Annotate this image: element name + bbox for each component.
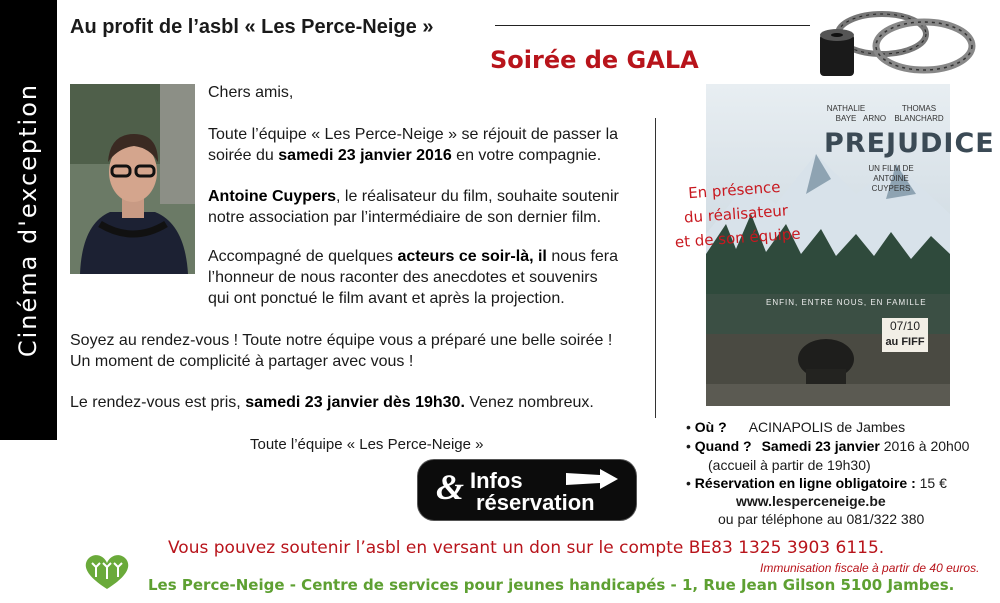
gala-heading: Soirée de GALA <box>490 46 699 74</box>
info-welcome: (accueil à partir de 19h30) <box>708 457 871 473</box>
footer-organization: Les Perce-Neige - Centre de services pour jeunes handicapés - 1, Rue Jean Gilson 5100 Jambes. <box>148 576 955 594</box>
poster-actor-3: THOMAS BLANCHARD <box>894 104 944 123</box>
donation-text: Vous pouvez soutenir l’asbl en versant un don sur le compte BE83 1325 3903 6115. <box>168 538 885 558</box>
info-where: • Où ? ACINAPOLIS de Jambes <box>686 419 906 435</box>
header-divider <box>495 25 810 26</box>
poster-actor-1: NATHALIE BAYE <box>826 104 866 123</box>
column-divider <box>655 118 656 418</box>
letter-paragraph-2: Antoine Cuypers, le réalisateur du film, souhaite soutenir notre association par l’intermédiaire de son dernier film. <box>208 188 619 226</box>
poster-tagline: ENFIN, ENTRE NOUS, EN FAMILLE <box>766 298 927 307</box>
film-reel-icon <box>812 2 992 94</box>
infos-reservation-button[interactable] <box>418 460 636 520</box>
presence-stamp: En présence du réalisateur et de son équipe <box>674 177 802 252</box>
sidebar-label: Cinéma d'exception <box>14 82 42 358</box>
fiscal-note: Immunisation fiscale à partir de 40 euros. <box>760 561 980 575</box>
poster-credit: UN FILM DE ANTOINE CUYPERS <box>868 164 914 193</box>
arrow-right-icon <box>566 469 618 489</box>
info-phone: ou par téléphone au 081/322 380 <box>718 511 925 527</box>
reservation-label: réservation <box>476 490 595 515</box>
infos-label: Infos <box>470 468 523 493</box>
info-booking: • Réservation en ligne obligatoire : 15 € <box>686 475 947 491</box>
director-photo <box>70 84 195 274</box>
info-website-link[interactable]: www.lesperceneige.be <box>736 493 886 509</box>
letter-signature: Toute l’équipe « Les Perce-Neige » <box>250 436 484 453</box>
poster-actor-2: ARNO <box>863 114 887 123</box>
letter-paragraph-1: Toute l’équipe « Les Perce-Neige » se réjouit de passer la soirée du samedi 23 janvier 2016 en votre compagnie. <box>208 126 619 164</box>
perce-neige-logo-icon <box>82 553 132 591</box>
poster-festival-badge: 07/10 au FIFF <box>885 319 925 348</box>
poster-title: PREJUDICE <box>824 128 995 159</box>
letter-paragraph-3: Accompagné de quelques acteurs ce soir-là, il nous fera l’honneur de nous raconter des anecdotes et souvenirs qui ont ponctué le film avant et après la projection. <box>208 248 619 307</box>
letter-paragraph-4: Soyez au rendez-vous ! Toute notre équipe vous a préparé une belle soirée ! Un moment de complicité à partager avec vous ! <box>70 332 613 370</box>
ampersand-glyph: & <box>436 467 465 507</box>
letter-greeting: Chers amis, <box>208 84 294 101</box>
letter-paragraph-5: Le rendez-vous est pris, samedi 23 janvier dès 19h30. Venez nombreux. <box>70 394 594 411</box>
info-when: • Quand ? Samedi 23 janvier 2016 à 20h00 <box>686 438 970 454</box>
page-title: Au profit de l’asbl « Les Perce-Neige » <box>70 16 434 38</box>
